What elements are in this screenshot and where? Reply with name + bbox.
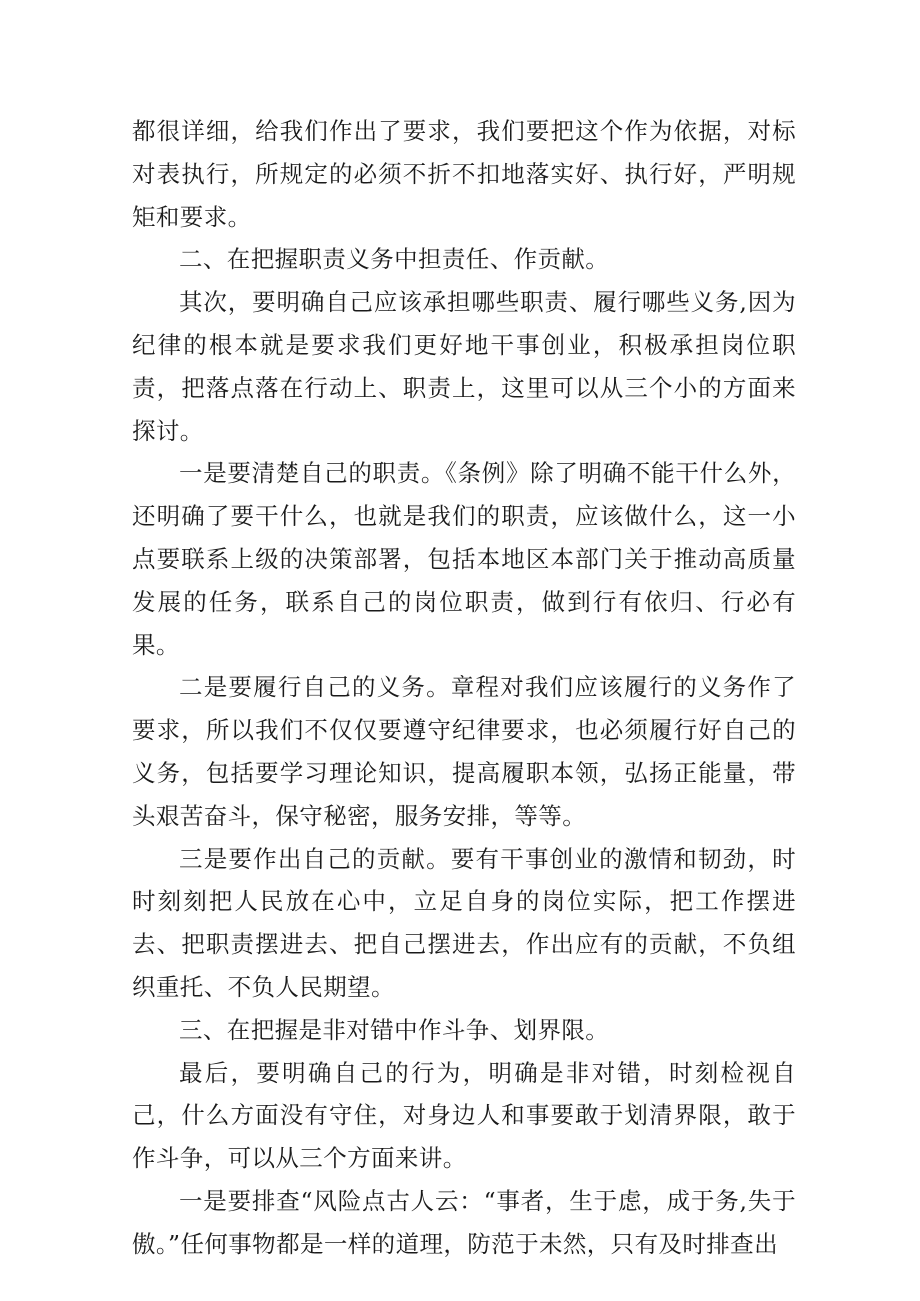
paragraph: 三是要作出自己的贡献。要有干事创业的激情和韧劲，时时刻刻把人民放在心中，立足自身的岗位实际，把工作摆进去、把职责摆进去、把自己摆进去，作出应有的贡献，不负组织重托、不负人民期望。 — [132, 844, 796, 1001]
paragraph: 一是要排查“风险点古人云：“事者，生于虑，成于务,失于傲。”任何事物都是一样的道理，防范于未然，只有及时排查出 — [132, 1186, 796, 1258]
paragraph: 一是要清楚自己的职责。《条例》除了明确不能干什么外，还明确了要干什么，也就是我们的职责，应该做什么，这一小点要联系上级的决策部署，包括本地区本部门关于推动高质量发展的任务，联系自己的岗位职责，做到行有依归、行必有果。 — [132, 459, 796, 659]
section-heading-3: 三、在把握是非对错中作斗争、划界限。 — [179, 1015, 610, 1044]
section-heading-2: 二、在把握职责义务中担责任、作贡献。 — [179, 245, 610, 274]
paragraph: 二是要履行自己的义务。章程对我们应该履行的义务作了要求，所以我们不仅仅要遵守纪律要求，也必须履行好自己的义务，包括要学习理论知识，提高履职本领，弘扬正能量，带头艰苦奋斗，保守秘密，服务安排，等等。 — [132, 673, 796, 830]
paragraph-continued: 都很详细，给我们作出了要求，我们要把这个作为依据，对标对表执行，所规定的必须不折不扣地落实好、执行好，严明规矩和要求。 — [132, 117, 796, 231]
paragraph: 最后，要明确自己的行为，明确是非对错，时刻检视自己，什么方面没有守住，对身边人和事要敢于划清界限，敢于作斗争，可以从三个方面来讲。 — [132, 1058, 796, 1173]
document-body — [132, 110, 796, 1266]
paragraph: 其次，要明确自己应该承担哪些职责、履行哪些义务,因为纪律的根本就是要求我们更好地干事创业，积极承担岗位职责，把落点落在行动上、职责上，这里可以从三个小的方面来探讨。 — [132, 288, 796, 445]
